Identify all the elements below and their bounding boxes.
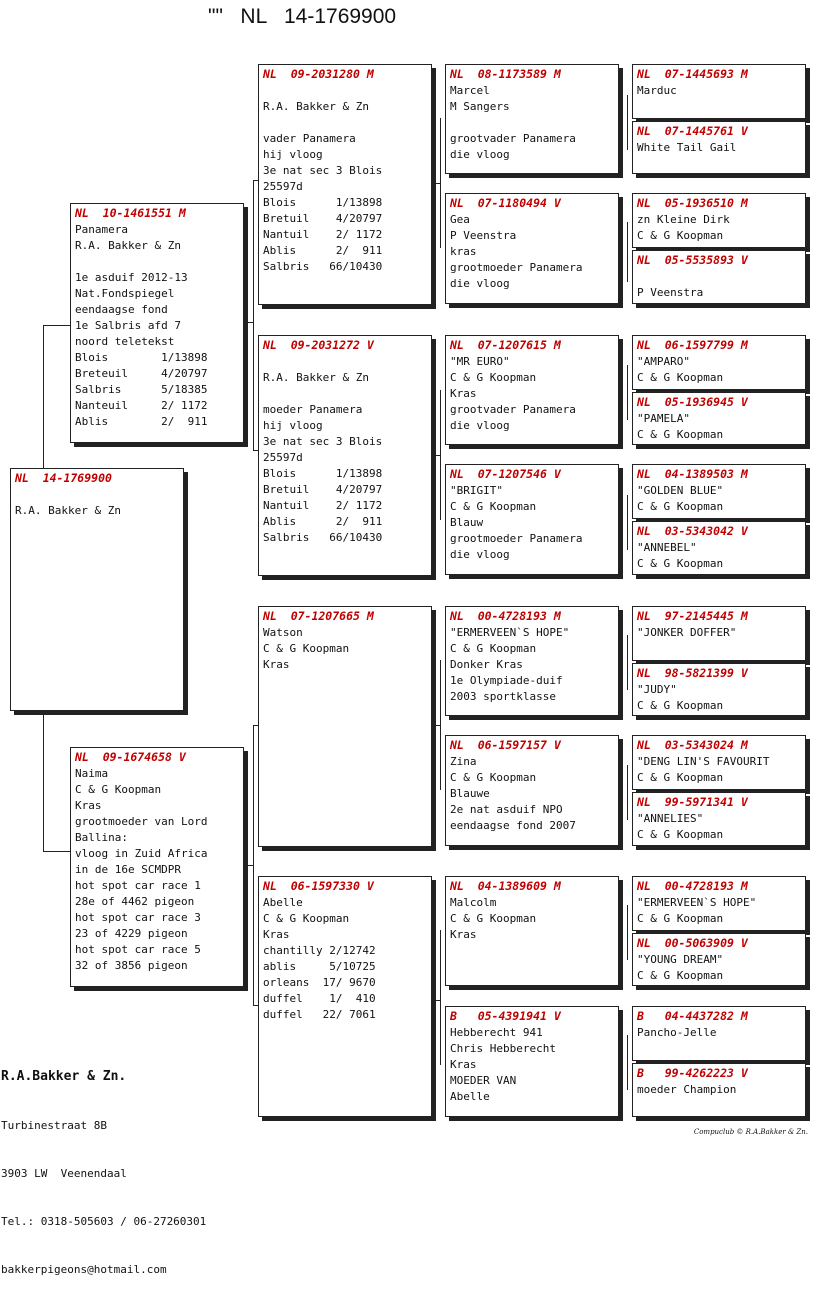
ring-number: NL 07-1207615 M: [450, 338, 561, 352]
pigeon-info: [450, 895, 614, 943]
grandfather-paternal-card: [258, 64, 432, 305]
pigeon-info: [15, 487, 179, 519]
ring-number: NL 00-4728193 M: [637, 879, 748, 893]
info-line: C & G Koopman: [450, 771, 537, 784]
info-line: in de 16e SCMDPR: [75, 863, 181, 876]
info-line: C & G Koopman: [450, 912, 537, 925]
info-line: duffel 22/ 7061: [263, 1008, 376, 1021]
info-line: 3e nat sec 3 Blois: [263, 435, 383, 448]
connector-line: [253, 725, 254, 1005]
pigeon-info: [637, 212, 801, 244]
owner-name: R.A.Bakker & Zn.: [1, 1069, 127, 1084]
info-line: hot spot car race 3: [75, 911, 201, 924]
connector-line: [627, 635, 628, 690]
info-line: grootmoeder Panamera: [450, 261, 583, 274]
great-grandparent-card: [445, 735, 619, 846]
pigeon-info: [637, 140, 801, 156]
info-line: Donker Kras: [450, 658, 523, 671]
info-line: [637, 269, 801, 285]
info-line: Abelle: [450, 1090, 490, 1103]
pigeon-info: [637, 1082, 801, 1098]
connector-line: [627, 365, 628, 420]
info-line: 2003 sportklasse: [450, 690, 556, 703]
ring-number: NL 08-1173589 M: [450, 67, 561, 81]
info-line: C & G Koopman: [263, 642, 350, 655]
connector-line: [627, 1035, 628, 1090]
great-great-grandparent-card: [632, 521, 806, 575]
great-great-grandparent-card: [632, 250, 806, 304]
info-line: "AMPARO": [637, 355, 690, 368]
great-grandparent-card: [445, 1006, 619, 1117]
info-line: C & G Koopman: [637, 771, 724, 784]
connector-line: [43, 713, 44, 851]
info-line: [263, 386, 427, 402]
info-line: noord teletekst: [75, 335, 175, 348]
info-line: vloog in Zuid Africa: [75, 847, 208, 860]
pigeon-info: [450, 625, 614, 705]
info-line: C & G Koopman: [637, 557, 724, 570]
pigeon-info: [263, 625, 427, 673]
info-line: "GOLDEN BLUE": [637, 484, 724, 497]
connector-line: [431, 725, 440, 726]
owner-street: Turbinestraat 8B: [1, 1119, 107, 1132]
connector-line: [440, 390, 441, 520]
info-line: C & G Koopman: [637, 828, 724, 841]
pigeon-info: [450, 754, 614, 834]
info-line: C & G Koopman: [450, 500, 537, 513]
father-card: [70, 203, 244, 443]
ring-number: NL 03-5343042 V: [637, 524, 748, 538]
pedigree-title: "" NL 14-1769900: [208, 5, 397, 28]
pigeon-info: [637, 540, 801, 572]
pigeon-info: [637, 269, 801, 301]
info-line: die vloog: [450, 148, 510, 161]
info-line: "MR EURO": [450, 355, 510, 368]
info-line: C & G Koopman: [263, 912, 350, 925]
connector-line: [440, 118, 441, 248]
ring-number: NL 00-5063909 V: [637, 936, 748, 950]
owner-info: [1, 1036, 206, 1294]
info-line: [263, 354, 427, 370]
great-grandparent-card: [445, 64, 619, 174]
pigeon-info: [75, 766, 239, 974]
info-line: C & G Koopman: [450, 642, 537, 655]
info-line: 28e of 4462 pigeon: [75, 895, 195, 908]
pigeon-info: [637, 811, 801, 843]
info-line: Pancho-Jelle: [637, 1026, 717, 1039]
info-line: "ANNEBEL": [637, 541, 697, 554]
info-line: Salbris 66/10430: [263, 531, 383, 544]
great-great-grandparent-card: [632, 392, 806, 445]
great-great-grandparent-card: [632, 792, 806, 846]
connector-line: [627, 495, 628, 550]
info-line: C & G Koopman: [75, 783, 162, 796]
info-line: Blois 1/13898: [263, 467, 383, 480]
info-line: Marduc: [637, 84, 677, 97]
info-line: Blauwe: [450, 787, 490, 800]
connector-line: [627, 222, 628, 282]
info-line: 1e Salbris afd 7: [75, 319, 181, 332]
info-line: 32 of 3856 pigeon: [75, 959, 188, 972]
info-line: Breteuil 4/20797: [75, 367, 208, 380]
info-line: "YOUNG DREAM": [637, 953, 724, 966]
info-line: grootmoeder Panamera: [450, 532, 583, 545]
great-great-grandparent-card: [632, 464, 806, 519]
info-line: Bretuil 4/20797: [263, 212, 383, 225]
info-line: Watson: [263, 626, 303, 639]
info-line: P Veenstra: [637, 286, 704, 299]
pigeon-info: [637, 754, 801, 786]
info-line: C & G Koopman: [637, 912, 724, 925]
info-line: C & G Koopman: [637, 500, 724, 513]
pigeon-info: [263, 354, 427, 546]
info-line: grootvader Panamera: [450, 403, 576, 416]
grandfather-maternal-card: [258, 606, 432, 847]
great-great-grandparent-card: [632, 335, 806, 390]
info-line: moeder Champion: [637, 1083, 737, 1096]
ring-number: NL 04-1389609 M: [450, 879, 561, 893]
info-line: Kras: [263, 928, 290, 941]
info-line: Ablis 2/ 911: [263, 515, 383, 528]
info-line: Kras: [450, 1058, 477, 1071]
info-line: Salbris 66/10430: [263, 260, 383, 273]
info-line: 1e asduif 2012-13: [75, 271, 188, 284]
info-line: Hebberecht 941: [450, 1026, 543, 1039]
info-line: "ERMERVEEN`S HOPE": [450, 626, 570, 639]
info-line: "JUDY": [637, 683, 677, 696]
great-grandparent-card: [445, 335, 619, 445]
info-line: Panamera: [75, 223, 128, 236]
info-line: moeder Panamera: [263, 403, 363, 416]
info-line: MOEDER VAN: [450, 1074, 517, 1087]
info-line: Kras: [450, 387, 477, 400]
info-line: "ERMERVEEN`S HOPE": [637, 896, 757, 909]
connector-line: [627, 765, 628, 820]
ring-number: NL 03-5343024 M: [637, 738, 748, 752]
info-line: Ballina:: [75, 831, 128, 844]
ring-number: NL 06-1597157 V: [450, 738, 561, 752]
pigeon-info: [637, 682, 801, 714]
info-line: R.A. Bakker & Zn: [263, 100, 369, 113]
info-line: orleans 17/ 9670: [263, 976, 376, 989]
info-line: Malcolm: [450, 896, 497, 909]
pigeon-info: [450, 212, 614, 292]
info-line: vader Panamera: [263, 132, 356, 145]
info-line: [450, 115, 614, 131]
info-line: 1e Olympiade-duif: [450, 674, 563, 687]
ring-number: NL 14-1769900: [15, 471, 112, 485]
info-line: [75, 254, 239, 270]
footer-credit: Compuclub © R.A.Bakker & Zn.: [693, 1128, 808, 1136]
info-line: grootvader Panamera: [450, 132, 576, 145]
info-line: [15, 487, 179, 503]
great-grandparent-card: [445, 606, 619, 716]
info-line: R.A. Bakker & Zn: [15, 504, 121, 517]
ring-number: NL 05-1936510 M: [637, 196, 748, 210]
great-great-grandparent-card: [632, 121, 806, 174]
mother-card: [70, 747, 244, 987]
info-line: kras: [450, 245, 477, 258]
info-line: R.A. Bakker & Zn: [75, 239, 181, 252]
connector-line: [431, 183, 440, 184]
connector-line: [243, 322, 253, 323]
owner-city: 3903 LW Veenendaal: [1, 1167, 127, 1180]
pigeon-info: [637, 895, 801, 927]
info-line: Chris Hebberecht: [450, 1042, 556, 1055]
info-line: Nat.Fondspiegel: [75, 287, 175, 300]
info-line: 3e nat sec 3 Blois: [263, 164, 383, 177]
info-line: C & G Koopman: [637, 229, 724, 242]
great-grandparent-card: [445, 193, 619, 304]
ring-number: NL 09-2031272 V: [263, 338, 374, 352]
info-line: ablis 5/10725: [263, 960, 376, 973]
info-line: "BRIGIT": [450, 484, 503, 497]
ring-number: NL 97-2145445 M: [637, 609, 748, 623]
pigeon-info: [637, 354, 801, 386]
ring-number: NL 09-1674658 V: [75, 750, 186, 764]
info-line: [263, 115, 427, 131]
pigeon-info: [263, 895, 427, 1023]
ring-number: NL 05-1936945 V: [637, 395, 748, 409]
ring-number: NL 07-1445693 M: [637, 67, 748, 81]
info-line: chantilly 2/12742: [263, 944, 376, 957]
info-line: Blauw: [450, 516, 484, 529]
info-line: M Sangers: [450, 100, 510, 113]
great-great-grandparent-card: [632, 735, 806, 790]
connector-line: [440, 930, 441, 1065]
info-line: hij vloog: [263, 148, 323, 161]
info-line: zn Kleine Dirk: [637, 213, 730, 226]
info-line: Ablis 2/ 911: [263, 244, 383, 257]
ring-number: NL 07-1207665 M: [263, 609, 374, 623]
info-line: eendaagse fond 2007: [450, 819, 576, 832]
great-great-grandparent-card: [632, 64, 806, 119]
info-line: "DENG LIN'S FAVOURIT: [637, 755, 770, 768]
info-line: Zina: [450, 755, 477, 768]
great-great-grandparent-card: [632, 876, 806, 931]
pigeon-info: [637, 83, 801, 99]
connector-line: [43, 325, 71, 326]
info-line: hot spot car race 1: [75, 879, 201, 892]
great-great-grandparent-card: [632, 1006, 806, 1061]
info-line: die vloog: [450, 419, 510, 432]
grandmother-paternal-card: [258, 335, 432, 576]
ring-number: B 04-4437282 M: [637, 1009, 748, 1023]
info-line: eendaagse fond: [75, 303, 168, 316]
info-line: White Tail Gail: [637, 141, 737, 154]
info-line: 25597d: [263, 451, 303, 464]
info-line: die vloog: [450, 548, 510, 561]
connector-line: [440, 660, 441, 790]
ring-number: NL 98-5821399 V: [637, 666, 748, 680]
owner-email: bakkerpigeons@hotmail.com: [1, 1263, 167, 1276]
pigeon-info: [637, 411, 801, 443]
grandmother-maternal-card: [258, 876, 432, 1117]
connector-line: [431, 1000, 440, 1001]
ring-number: B 05-4391941 V: [450, 1009, 561, 1023]
ring-number: NL 05-5535893 V: [637, 253, 748, 267]
info-line: Nantuil 2/ 1172: [263, 499, 383, 512]
pigeon-info: [637, 483, 801, 515]
pigeon-info: [263, 83, 427, 275]
info-line: 2e nat asduif NPO: [450, 803, 563, 816]
great-great-grandparent-card: [632, 1063, 806, 1117]
info-line: 23 of 4229 pigeon: [75, 927, 188, 940]
info-line: Blois 1/13898: [75, 351, 208, 364]
great-great-grandparent-card: [632, 193, 806, 248]
ring-number: NL 04-1389503 M: [637, 467, 748, 481]
info-line: die vloog: [450, 277, 510, 290]
pigeon-info: [450, 483, 614, 563]
connector-line: [627, 95, 628, 150]
pigeon-info: [450, 354, 614, 434]
pigeon-info: [637, 952, 801, 984]
info-line: hot spot car race 5: [75, 943, 201, 956]
info-line: Kras: [75, 799, 102, 812]
info-line: P Veenstra: [450, 229, 517, 242]
great-great-grandparent-card: [632, 933, 806, 986]
connector-line: [253, 180, 254, 450]
info-line: Kras: [263, 658, 290, 671]
ring-number: NL 99-5971341 V: [637, 795, 748, 809]
great-grandparent-card: [445, 464, 619, 575]
pigeon-info: [75, 222, 239, 430]
pigeon-info: [637, 1025, 801, 1041]
info-line: "JONKER DOFFER": [637, 626, 737, 639]
info-line: Ablis 2/ 911: [75, 415, 208, 428]
ring-number: B 99-4262223 V: [637, 1066, 748, 1080]
info-line: 25597d: [263, 180, 303, 193]
ring-number: NL 07-1207546 V: [450, 467, 561, 481]
info-line: duffel 1/ 410: [263, 992, 376, 1005]
connector-line: [627, 905, 628, 960]
owner-phone: Tel.: 0318-505603 / 06-27260301: [1, 1215, 207, 1228]
info-line: C & G Koopman: [637, 428, 724, 441]
ring-number: NL 10-1461551 M: [75, 206, 186, 220]
great-great-grandparent-card: [632, 663, 806, 716]
info-line: C & G Koopman: [450, 371, 537, 384]
ring-number: NL 00-4728193 M: [450, 609, 561, 623]
info-line: "ANNELIES": [637, 812, 704, 825]
info-line: [263, 83, 427, 99]
connector-line: [243, 865, 253, 866]
info-line: "PAMELA": [637, 412, 690, 425]
info-line: R.A. Bakker & Zn: [263, 371, 369, 384]
ring-number: NL 06-1597799 M: [637, 338, 748, 352]
great-grandparent-card: [445, 876, 619, 986]
ring-number: NL 07-1180494 V: [450, 196, 561, 210]
info-line: Kras: [450, 928, 477, 941]
info-line: C & G Koopman: [637, 969, 724, 982]
connector-line: [43, 851, 71, 852]
ring-number: NL 09-2031280 M: [263, 67, 374, 81]
info-line: Naima: [75, 767, 109, 780]
info-line: Gea: [450, 213, 470, 226]
pigeon-info: [450, 83, 614, 163]
info-line: Salbris 5/18385: [75, 383, 208, 396]
great-great-grandparent-card: [632, 606, 806, 661]
info-line: Nantuil 2/ 1172: [263, 228, 383, 241]
info-line: Nanteuil 2/ 1172: [75, 399, 208, 412]
pigeon-info: [637, 625, 801, 641]
info-line: Abelle: [263, 896, 303, 909]
ring-number: NL 07-1445761 V: [637, 124, 748, 138]
info-line: grootmoeder van Lord: [75, 815, 208, 828]
info-line: C & G Koopman: [637, 699, 724, 712]
info-line: C & G Koopman: [637, 371, 724, 384]
info-line: hij vloog: [263, 419, 323, 432]
info-line: Marcel: [450, 84, 490, 97]
pigeon-info: [450, 1025, 614, 1105]
connector-line: [43, 325, 44, 468]
connector-line: [431, 455, 440, 456]
ring-number: NL 06-1597330 V: [263, 879, 374, 893]
subject-pigeon-card: [10, 468, 184, 711]
info-line: Bretuil 4/20797: [263, 483, 383, 496]
info-line: Blois 1/13898: [263, 196, 383, 209]
